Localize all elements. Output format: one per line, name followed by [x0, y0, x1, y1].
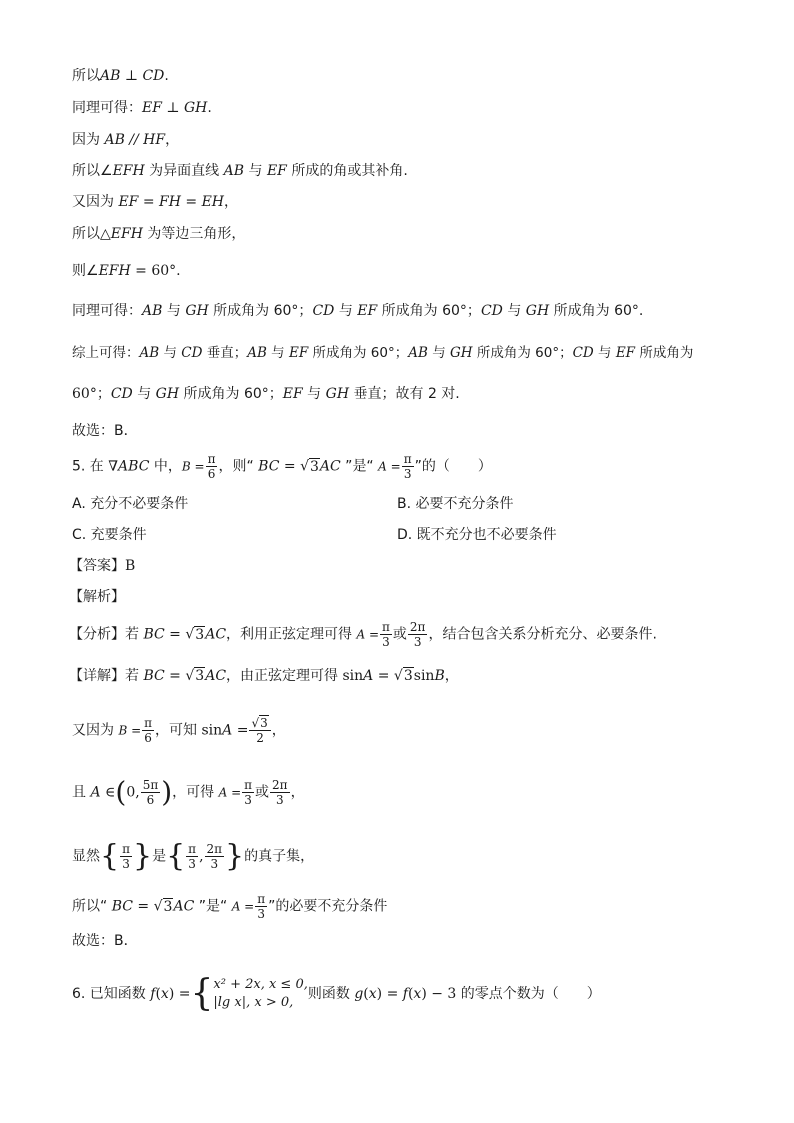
text-line-5: 又因为 EF = FH = EH，: [72, 194, 238, 210]
text-line-9: 综上可得：AB 与 CD 垂直；AB 与 EF 所成角为 60°；AB 与 GH 所成角为 60°；CD 与 EF 所成角为: [72, 345, 694, 361]
analysis-tag: 【解析】: [69, 589, 125, 605]
text-line-8: 同理可得：AB 与 GH 所成角为 60°；CD 与 EF 所成角为 60°；CD 与 GH 所成角为 60°.: [72, 303, 644, 319]
detail-line-1: 【详解】若 BC = √3AC，由正弦定理可得 sinA = √3sinB，: [69, 668, 459, 684]
fraction-2pi-over-3: $\frac{2\pi}{3}$: [409, 620, 426, 649]
detail-line-4: 显然{ $\frac{\pi}{3}$ }是{ $\frac{\pi}{3}$ , $\frac{2\pi}{3}$ }的真子集，: [72, 838, 315, 874]
detail-line-5: 所以“ BC = √3AC ”是“ A = $\frac{\pi}{3}$ ”的必要不充分条件: [72, 892, 388, 921]
option-c[interactable]: C. 充要条件: [72, 527, 147, 543]
detail-line-2: 又因为 B = $\frac{\pi}{6}$ ，可知 sinA = $\frac{√3}{2}$ ，: [72, 716, 286, 745]
text-line-4: 所以∠EFH 为异面直线 AB 与 EF 所成的角或其补角.: [72, 163, 408, 179]
answer-line: 【答案】B: [69, 558, 136, 574]
fraction-5pi-over-6: $\frac{5\pi}{6}$: [142, 778, 159, 807]
text-line-6: 所以△EFH 为等边三角形，: [72, 226, 246, 242]
text-line-1: 所以AB ⊥ CD.: [72, 68, 169, 84]
text-line-3: 因为 AB // HF，: [72, 132, 180, 148]
text-line-7: 则∠EFH = 60°.: [72, 263, 181, 279]
question-5-stem: 5. 在 ∇ABC 中，B = $\frac{\pi}{6}$ ，则“ BC = √3AC ”是“ A = $\frac{\pi}{3}$ ”的（ ）: [72, 452, 492, 481]
sqrt-3: √3: [300, 458, 319, 475]
fraction-sqrt3-over-2: $\frac{√3}{2}$: [249, 716, 270, 745]
text-line-2: 同理可得：EF ⊥ GH.: [72, 100, 212, 116]
detail-line-3: 且 A ∈(0, $\frac{5\pi}{6}$ )，可得 A = $\frac{\pi}{3}$ 或 $\frac{2\pi}{3}$ ，: [72, 775, 305, 809]
fraction-pi-over-3: $\frac{\pi}{3}$: [403, 452, 412, 481]
option-a[interactable]: A. 充分不必要条件: [72, 496, 189, 512]
fraction-pi-over-6: $\frac{\pi}{6}$: [207, 452, 216, 481]
text-line-10: 60°；CD 与 GH 所成角为 60°；EF 与 GH 垂直；故有 2 对.: [72, 386, 460, 402]
analysis-line: 【分析】若 BC = √3AC，利用正弦定理可得 A = $\frac{\pi}{3}$ 或 $\frac{2\pi}{3}$ ，结合包含关系分析充分、必要条件.: [69, 620, 657, 649]
option-d[interactable]: D. 既不充分也不必要条件: [397, 527, 557, 543]
question-6-stem: 6. 已知函数 f(x) ={ x² + 2x, x ≤ 0, |lg x|, x > 0, 则函数 g(x) = f(x) − 3 的零点个数为（ ）: [72, 973, 601, 1014]
piecewise-definition: x² + 2x, x ≤ 0, |lg x|, x > 0,: [213, 977, 308, 1010]
option-b[interactable]: B. 必要不充分条件: [397, 496, 514, 512]
detail-line-6: 故选：B．: [72, 933, 138, 949]
text-line-11: 故选：B．: [72, 423, 138, 439]
